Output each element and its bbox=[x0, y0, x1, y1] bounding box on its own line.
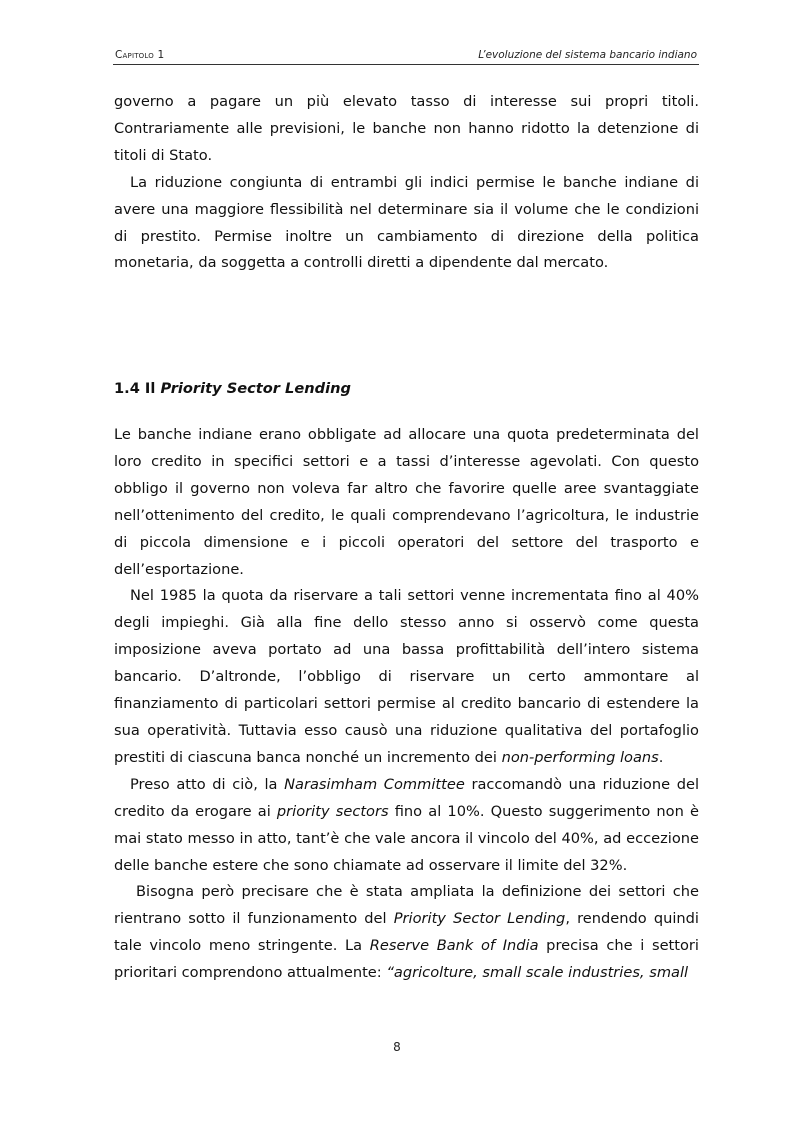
section-heading bbox=[114, 380, 699, 397]
text-run: raccomandò una riduzione del credito da erogare ai bbox=[114, 775, 699, 820]
text-run: Preso atto di ciò, la bbox=[130, 775, 285, 793]
paragraph: Le banche indiane erano obbligate ad allocare una quota predeterminata del loro credito in specifici settori e a tassi d’interesse agevolati. Con questo obbligo il governo non voleva far altro che favorire quelle aree svantaggiate nell’ottenimento del credito, le quali comprendevano l’agricoltura, le industrie di piccola dimensione e i piccoli operatori del settore del trasporto e dell’esportazione. bbox=[114, 426, 699, 578]
section-number: 1.4 Il bbox=[114, 380, 161, 397]
paragraph: La riduzione congiunta di entrambi gli indici permise le banche indiane di avere una maggiore flessibilità nel determinare sia il volume che le condizioni di prestito. Permise inoltre un cambiamento di direzione della politica monetaria, da soggetta a controlli diretti a dipendente dal mercato. bbox=[114, 173, 699, 272]
italic-term: non-performing loans bbox=[501, 748, 659, 766]
paragraph bbox=[114, 879, 699, 987]
italic-term: Priority Sector Lending bbox=[393, 910, 566, 928]
italic-term: Narasimham Committee bbox=[284, 775, 465, 793]
header-rule bbox=[113, 64, 699, 65]
section-title-italic: Priority Sector Lending bbox=[160, 380, 351, 397]
chapter-title: L’evoluzione del sistema bancario indiano bbox=[478, 49, 697, 61]
paragraph bbox=[114, 772, 699, 880]
page-number: 8 bbox=[393, 1040, 401, 1054]
paragraph: governo a pagare un più elevato tasso di interesse sui propri titoli. Contrariamente alle previsioni, le banche non hanno ridotto la detenzione di titoli di Stato. bbox=[114, 93, 699, 164]
italic-term: Reserve Bank of India bbox=[369, 937, 539, 955]
italic-term: priority sectors bbox=[276, 802, 389, 820]
text-block-top bbox=[114, 89, 699, 277]
text-block-section bbox=[114, 422, 699, 987]
text-run: Nel 1985 la quota da riservare a tali settori venne incrementata fino al 40% degli impieghi. Già alla fine dello stesso anno si osservò come questa imposizione aveva portato ad una bassa profittabilità dell’intero sistema bancario. D’altronde, l’obbligo di riservare un certo ammontare al finanziamento di particolari settori permise al credito bancario di estendere la sua operatività. Tuttavia esso causò una riduzione qualitativa del portafoglio prestiti di ciascuna banca nonché un incremento dei bbox=[114, 587, 699, 766]
chapter-label: Capitolo 1 bbox=[115, 49, 165, 61]
text-run: Bisogna però precisare che è stata ampliata la definizione dei settori che rientrano sotto il funzionamento del bbox=[114, 883, 699, 928]
text-run: . bbox=[658, 748, 664, 766]
paragraph bbox=[114, 583, 699, 771]
text-run: fino al 10%. Questo suggerimento non è mai stato messo in atto, tant’è che vale ancora il vincolo del 40%, ad eccezione delle banche estere che sono chiamate ad osservare il limite del 32%. bbox=[114, 802, 699, 874]
running-header bbox=[113, 44, 699, 66]
italic-quote: “agricolture, small scale industries, small bbox=[386, 964, 689, 982]
text-run: precisa che i settori prioritari comprendono attualmente: bbox=[114, 937, 699, 982]
text-run: , rendendo quindi tale vincolo meno stringente. La bbox=[114, 910, 699, 955]
